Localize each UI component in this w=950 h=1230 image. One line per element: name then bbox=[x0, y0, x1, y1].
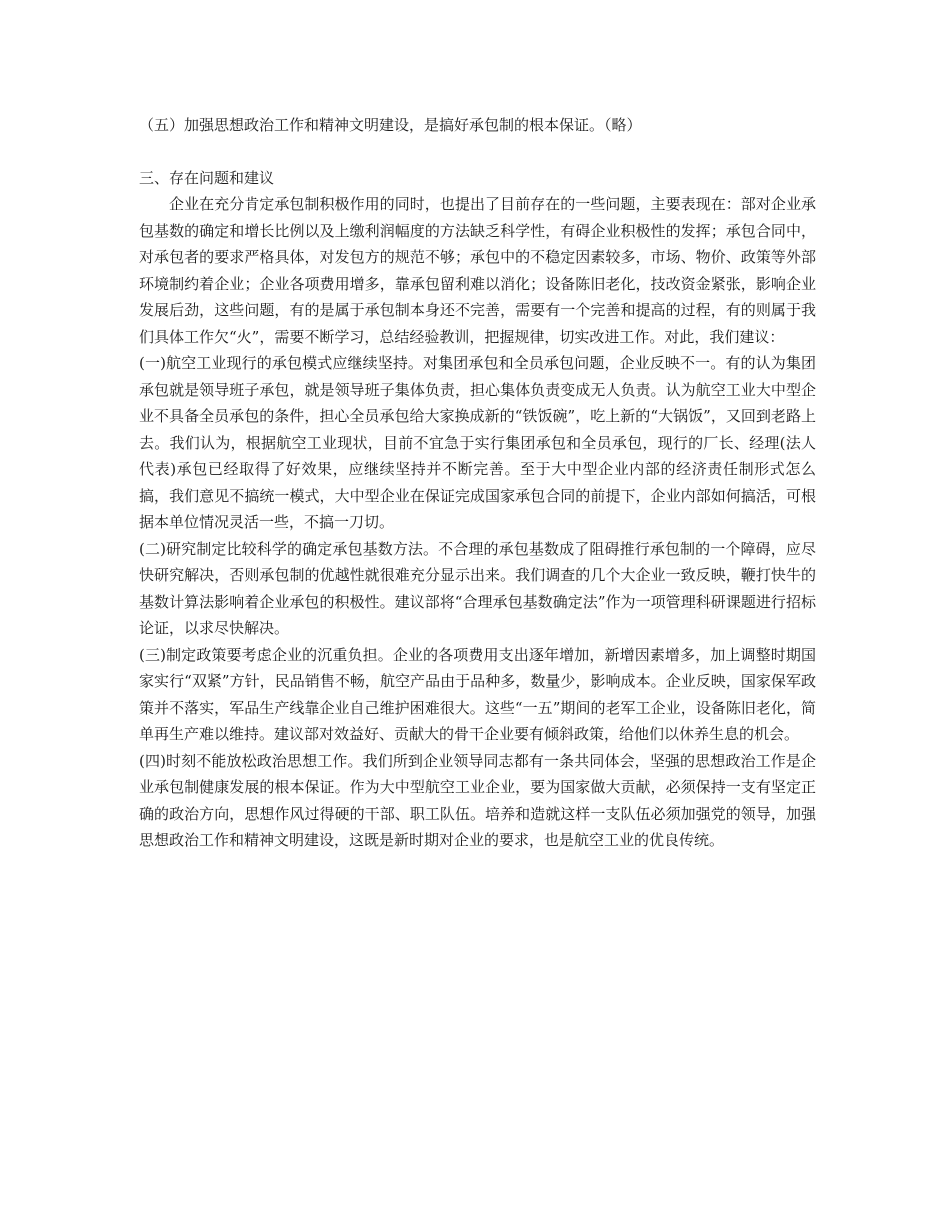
document-body bbox=[139, 112, 816, 854]
intro-line: （五）加强思想政治工作和精神文明建设，是搞好承包制的根本保证。（略） bbox=[139, 116, 642, 134]
suggestion-1: (一)航空工业现行的承包模式应继续坚持。对集团承包和全员承包问题，企业反映不一。有的认为集团承包就是领导班子承包，就是领导班子集体负责，担心集体负责变成无人负责。认为航空工业大中型企业不具备全员承包的条件，担心全员承包给大家换成新的“铁饭碗”，吃上新的“大锅饭”，又回到老路上去。我们认为，根据航空工业现状，目前不宜急于实行集团承包和全员承包，现行的厂长、经理(法人代表)承包已经取得了好效果，应继续坚持并不断完善。至于大中型企业内部的经济责任制形式怎么搞，我们意见不搞统一模式，大中型企业在保证完成国家承包合同的前提下，企业内部如何搞活，可根据本单位情况灵活一些，不搞一刀切。 bbox=[139, 354, 816, 531]
paragraph-problems: 企业在充分肯定承包制积极作用的同时，也提出了目前存在的一些问题，主要表现在：部对企业承包基数的确定和增长比例以及上缴利润幅度的方法缺乏科学性，有碍企业积极性的发挥；承包合同中，对承包者的要求严格具体，对发包方的规范不够；承包中的不稳定因素较多，市场、物价、政策等外部环境制约着企业；企业各项费用增多，靠承包留利难以消化；设备陈旧老化，技改资金紧张，影响企业发展后劲，这些问题，有的是属于承包制本身还不完善，需要有一个完善和提高的过程，有的则属于我们具体工作欠“火”，需要不断学习，总结经验教训，把握规律，切实改进工作。对此，我们建议： bbox=[139, 195, 816, 346]
suggestion-3: (三)制定政策要考虑企业的沉重负担。企业的各项费用支出逐年增加，新增因素增多，加上调整时期国家实行“双紧”方针，民品销售不畅，航空产品由于品种多，数量少，影响成本。企业反映，国家保军政策并不落实，军品生产线靠企业自己维护困难很大。这些“一五”期间的老军工企业，设备陈旧老化，简单再生产难以维持。建议部对效益好、贡献大的骨干企业要有倾斜政策，给他们以休养生息的机会。 bbox=[139, 645, 816, 743]
paragraph-gap bbox=[139, 139, 816, 165]
suggestion-4: (四)时刻不能放松政治思想工作。我们所到企业领导同志都有一条共同体会，坚强的思想政治工作是企业承包制健康发展的根本保证。作为大中型航空工业企业，要为国家做大贡献，必须保持一支有坚定正确的政治方向，思想作风过得硬的干部、职工队伍。培养和造就这样一支队伍必须加强党的领导，加强思想政治工作和精神文明建设，这既是新时期对企业的要求，也是航空工业的优良传统。 bbox=[139, 751, 816, 849]
suggestion-2: (二)研究制定比较科学的确定承包基数方法。不合理的承包基数成了阻碍推行承包制的一个障碍，应尽快研究解决，否则承包制的优越性就很难充分显示出来。我们调查的几个大企业一致反映，鞭打快牛的基数计算法影响着企业承包的积极性。建议部将“合理承包基数确定法”作为一项管理科研课题进行招标论证，以求尽快解决。 bbox=[139, 539, 816, 637]
section-heading: 三、存在问题和建议 bbox=[139, 168, 275, 187]
